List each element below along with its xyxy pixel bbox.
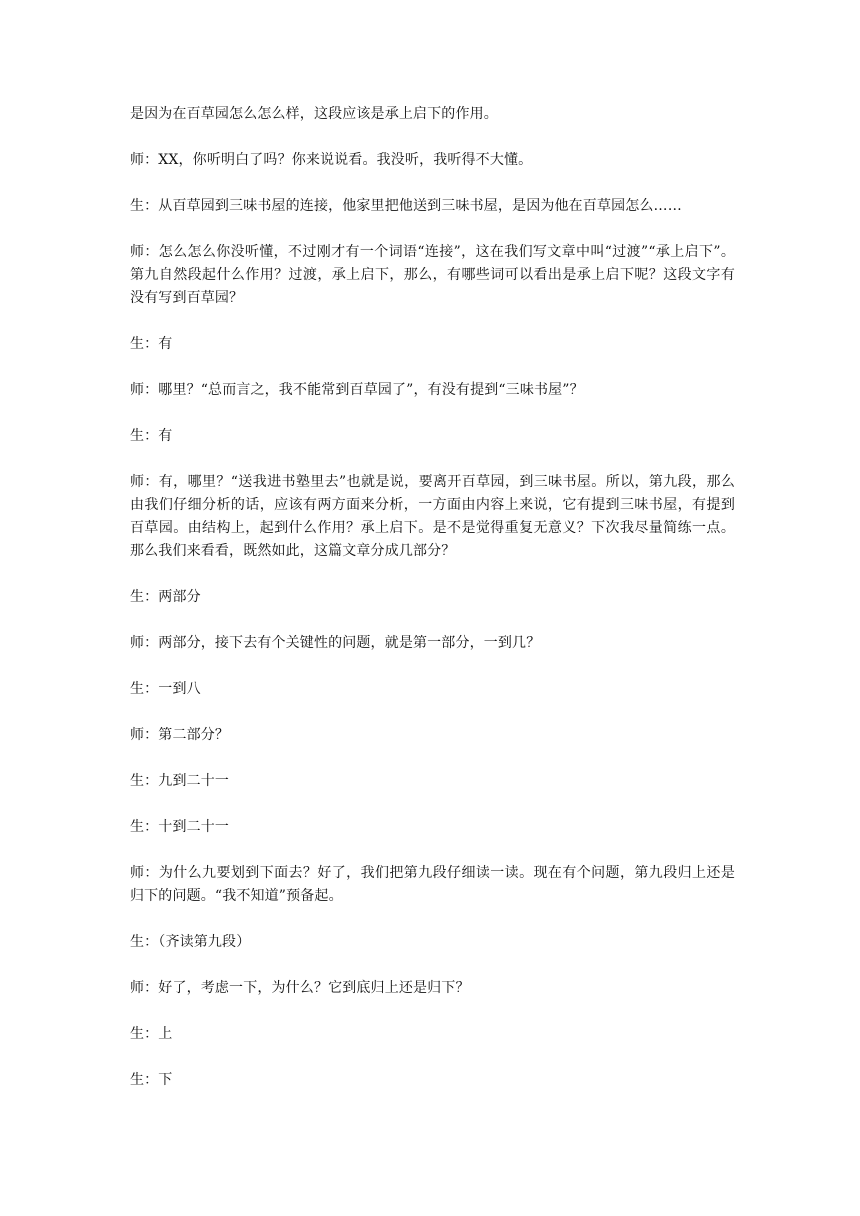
- teacher-line: 师：怎么怎么你没听懂，不过刚才有一个词语“连接”，这在我们写文章中叫“过渡”“承上启下”。第九自然段起什么作用？过渡，承上启下，那么，有哪些词可以看出是承上启下呢？这段文字有没有写到百草园？: [130, 244, 735, 306]
- teacher-line: 师：第二部分？: [130, 727, 230, 743]
- document-body: [130, 103, 735, 1115]
- teacher-line: 师：有，哪里？“送我进书塾里去”也就是说，要离开百草园，到三味书屋。所以，第九段，那么由我们仔细分析的话，应该有两方面来分析，一方面由内容上来说，它有提到三味书屋，有提到百草园。由结构上，起到什么作用？承上启下。是不是觉得重复无意义？下次我尽量简练一点。那么我们来看看，既然如此，这篇文章分成几部分？: [130, 474, 735, 559]
- student-line: 生：一到八: [130, 681, 201, 697]
- student-line: 生：（齐读第九段）: [130, 934, 251, 950]
- student-line: 生：两部分: [130, 589, 201, 605]
- student-line: 生：下: [130, 1072, 173, 1088]
- teacher-line: 师：XX，你听明白了吗？你来说说看。我没听，我听得不大懂。: [130, 152, 533, 168]
- student-line: 生：十到二十一: [130, 819, 230, 835]
- teacher-line: 师：哪里？“总而言之，我不能常到百草园了”，有没有提到“三味书屋”？: [130, 382, 584, 398]
- student-line: 生：从百草园到三味书屋的连接，他家里把他送到三味书屋，是因为他在百草园怎么……: [130, 198, 682, 214]
- teacher-line: 师：好了，考虑一下，为什么？它到底归上还是归下？: [130, 980, 470, 996]
- student-line: 生：有: [130, 428, 173, 444]
- teacher-line: 师：为什么九要划到下面去？好了，我们把第九段仔细读一读。现在有个问题，第九段归上还是归下的问题。“我不知道”预备起。: [130, 865, 735, 904]
- paragraph-continuation: 是因为在百草园怎么怎么样，这段应该是承上启下的作用。: [130, 106, 498, 122]
- student-line: 生：上: [130, 1026, 173, 1042]
- teacher-line: 师：两部分，接下去有个关键性的问题，就是第一部分，一到几？: [130, 635, 541, 651]
- student-line: 生：九到二十一: [130, 773, 230, 789]
- student-line: 生：有: [130, 336, 173, 352]
